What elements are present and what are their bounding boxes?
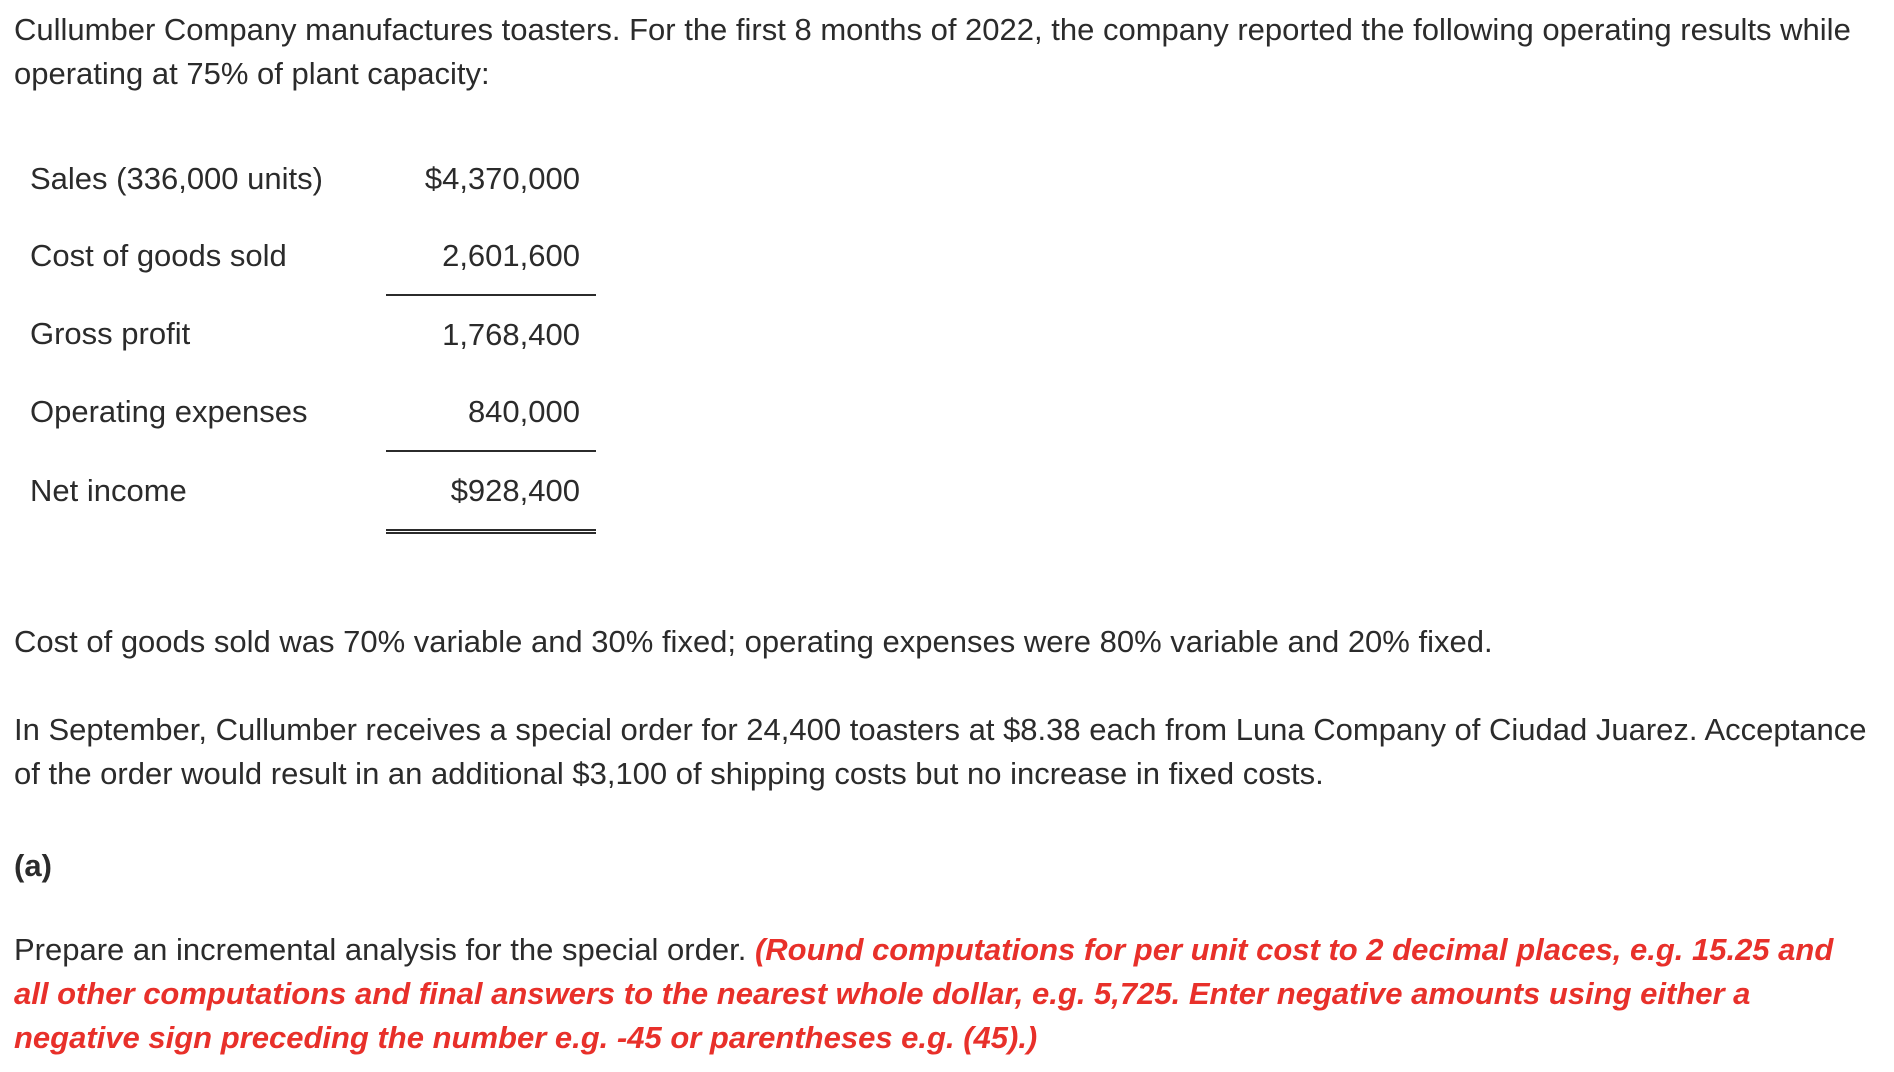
- row-label: Operating expenses: [30, 394, 308, 429]
- instructions-rounding-note: (Round computations for per unit cost to 2 decimal places, e.g. 15.25 and all other computations and final answers to the nearest whole dollar, e.g. 5,725. Enter negative amounts using either a negative sign preceding the number e.g. -45 or parentheses e.g. (45).): [14, 932, 1834, 1055]
- row-amount: 1,768,400: [442, 316, 580, 352]
- special-order-text: In September, Cullumber receives a special order for 24,400 toasters at $8.38 each from Luna Company of Ciudad Juarez. Acceptance of the order would result in an additional $3,100 of shipping costs but no increase in fixed costs.: [14, 712, 1867, 791]
- table-row-gross-profit: [14, 295, 596, 373]
- instructions: [14, 928, 1874, 1060]
- table-row-cogs: [14, 217, 596, 295]
- row-label: Gross profit: [30, 316, 191, 351]
- row-amount: $928,400: [386, 451, 596, 532]
- part-label: (a): [14, 848, 52, 883]
- table-row-sales: [14, 140, 596, 217]
- cost-behavior-text: Cost of goods sold was 70% variable and 30% fixed; operating expenses were 80% variable and 20% fixed.: [14, 624, 1493, 659]
- problem-intro: Cullumber Company manufactures toasters. For the first 8 months of 2022, the company reported the following operating results while operating at 75% of plant capacity:: [14, 12, 1851, 91]
- operating-results-table: [14, 140, 596, 534]
- table-row-operating-expenses: [14, 373, 596, 451]
- table-row-net-income: [14, 451, 596, 532]
- row-label: Net income: [30, 473, 187, 509]
- row-amount: 840,000: [386, 373, 596, 451]
- row-label: Sales (336,000 units): [30, 160, 323, 196]
- row-amount: $4,370,000: [424, 160, 580, 196]
- row-amount: 2,601,600: [386, 217, 596, 295]
- row-label: Cost of goods sold: [30, 238, 287, 273]
- instructions-text: Prepare an incremental analysis for the special order.: [14, 932, 747, 967]
